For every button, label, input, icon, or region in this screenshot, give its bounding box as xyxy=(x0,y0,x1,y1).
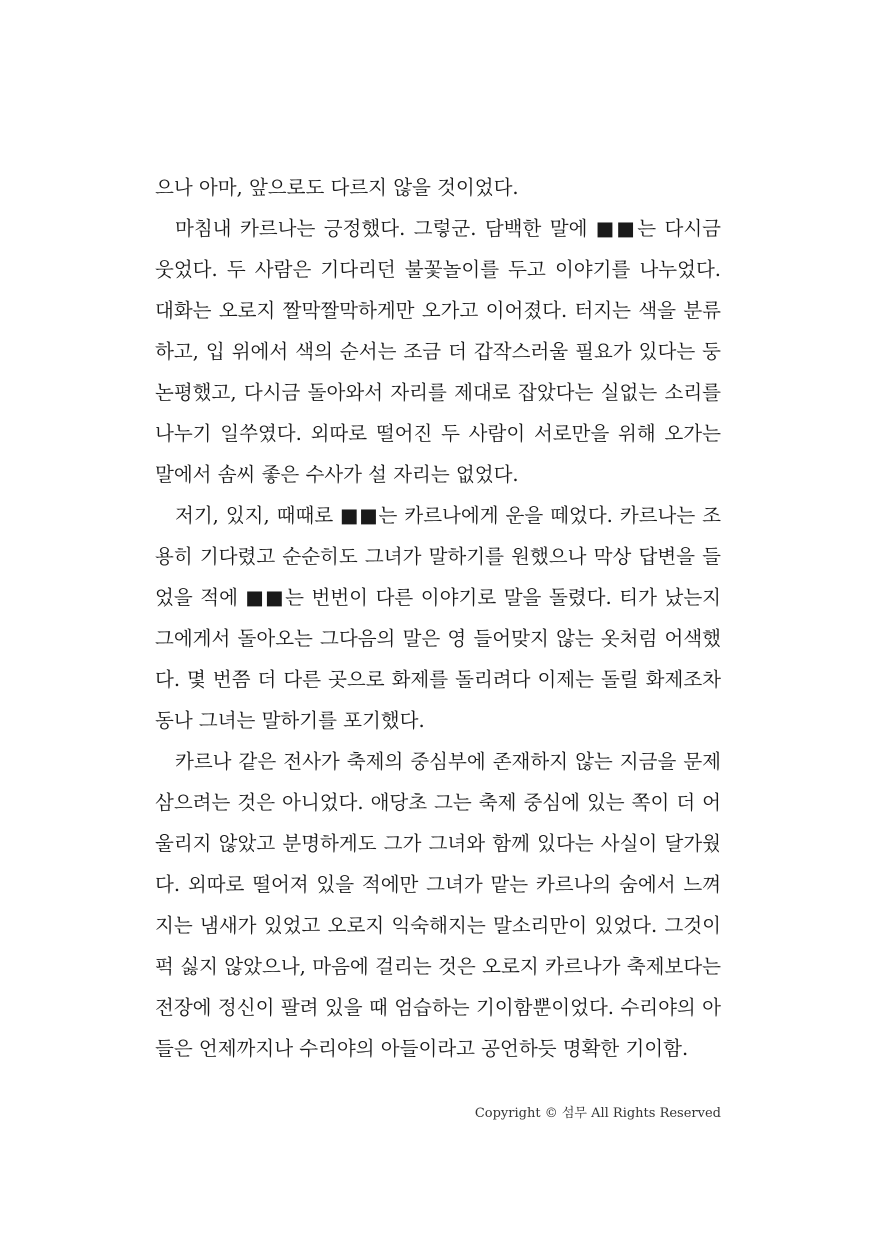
text-line: 삼으려는 것은 아니었다. 애당초 그는 축제 중심에 있는 쪽이 더 어 xyxy=(155,791,721,814)
text-line: 용히 기다렸고 순순히도 그녀가 말하기를 원했으나 막상 답변을 들 xyxy=(155,545,721,568)
text-line: 카르나 같은 전사가 축제의 중심부에 존재하지 않는 지금을 문제 xyxy=(175,750,721,773)
text-line: 논평했고, 다시금 돌아와서 자리를 제대로 잡았다는 실없는 소리를 xyxy=(155,381,721,404)
text-line: 마침내 카르나는 긍정했다. 그렇군. 담백한 말에 ■■는 다시금 xyxy=(175,217,721,240)
text-line: 하고, 입 위에서 색의 순서는 조금 더 갑작스러울 필요가 있다는 둥 xyxy=(155,340,721,363)
text-line: 동나 그녀는 말하기를 포기했다. xyxy=(155,709,425,732)
text-line: 저기, 있지, 때때로 ■■는 카르나에게 운을 떼었다. 카르나는 조 xyxy=(175,504,721,527)
text-line: 었을 적에 ■■는 번번이 다른 이야기로 말을 돌렸다. 티가 났는지 xyxy=(155,586,721,609)
text-line: 나누기 일쑤였다. 외따로 떨어진 두 사람이 서로만을 위해 오가는 xyxy=(155,422,721,445)
copyright-notice: Copyright © 섬무 All Rights Reserved xyxy=(474,1106,721,1121)
text-line: 대화는 오로지 짤막짤막하게만 오가고 이어졌다. 터지는 색을 분류 xyxy=(155,299,721,322)
text-line: 그에게서 돌아오는 그다음의 말은 영 들어맞지 않는 옷처럼 어색했 xyxy=(155,627,721,650)
text-line: 전장에 정신이 팔려 있을 때 엄습하는 기이함뿐이었다. 수리야의 아 xyxy=(155,996,721,1019)
text-line: 다. 외따로 떨어져 있을 적에만 그녀가 맡는 카르나의 숨에서 느껴 xyxy=(155,873,721,896)
text-line: 다. 몇 번쯤 더 다른 곳으로 화제를 돌리려다 이제는 돌릴 화제조차 xyxy=(155,668,721,691)
text-line: 들은 언제까지나 수리야의 아들이라고 공언하듯 명확한 기이함. xyxy=(155,1037,689,1060)
text-line: 지는 냄새가 있었고 오로지 익숙해지는 말소리만이 있었다. 그것이 xyxy=(155,914,721,937)
text-line: 으나 아마, 앞으로도 다르지 않을 것이었다. xyxy=(155,176,519,199)
text-line: 울리지 않았고 분명하게도 그가 그녀와 함께 있다는 사실이 달가웠 xyxy=(155,832,721,855)
document-page xyxy=(155,0,721,1240)
text-line: 말에서 솜씨 좋은 수사가 설 자리는 없었다. xyxy=(155,463,519,486)
text-line: 퍽 싫지 않았으나, 마음에 걸리는 것은 오로지 카르나가 축제보다는 xyxy=(155,955,721,978)
text-line: 웃었다. 두 사람은 기다리던 불꽃놀이를 두고 이야기를 나누었다. xyxy=(155,258,721,281)
